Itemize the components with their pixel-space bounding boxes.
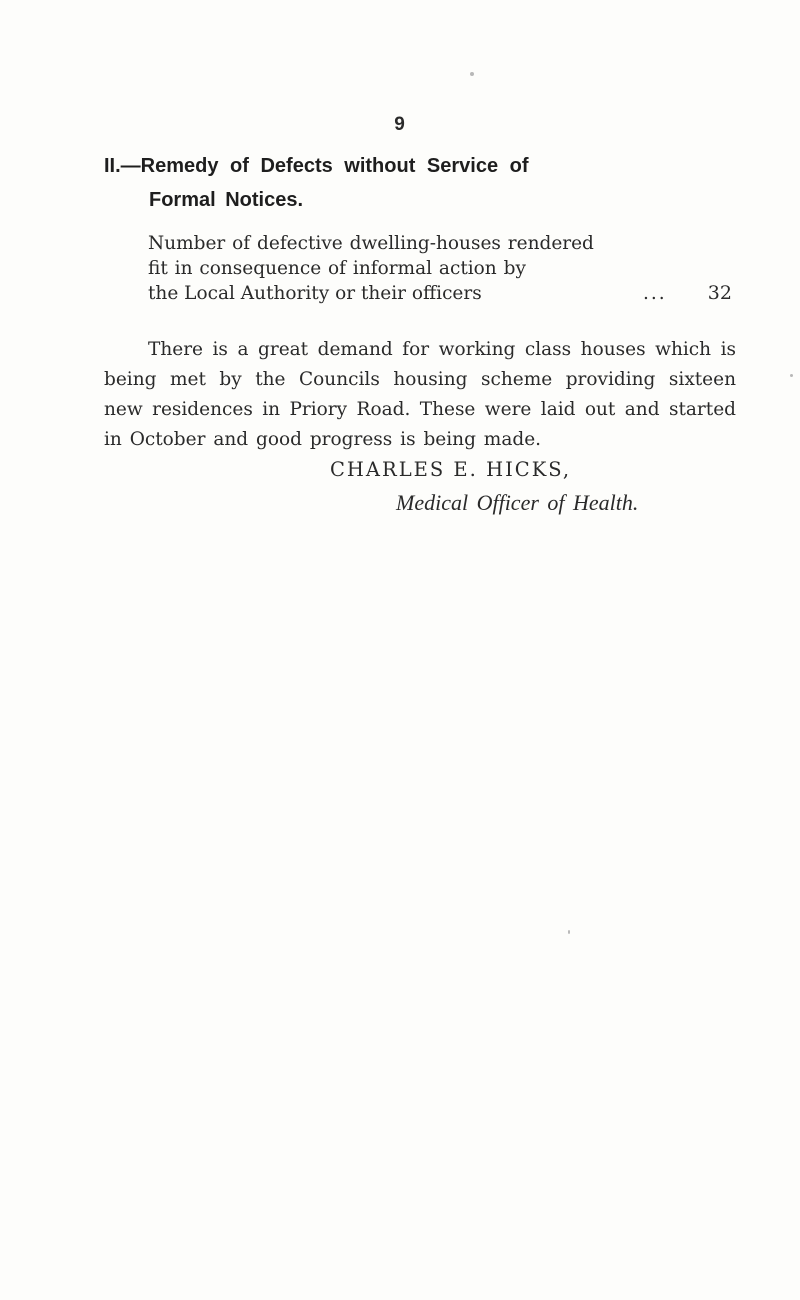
paper-speck [568, 930, 570, 934]
section-heading-line-1: II.—Remedy of Defects without Service of [104, 155, 529, 177]
paper-speck [790, 374, 793, 377]
page-number: 9 [394, 114, 406, 135]
statistic-value: 32 [707, 282, 732, 304]
statistic-last-line [148, 281, 732, 306]
body-paragraph: There is a great demand for working class houses which is being met by the Councils housing scheme providing sixteen new residences in Priory Road. These were laid out and started in October and good progress is being made. [104, 339, 736, 450]
statistic-description-line-3: the Local Authority or their officers [148, 283, 482, 304]
signature-title: Medical Officer of Health. [396, 490, 639, 515]
statistic-description-line-2: fit in consequence of informal action by [148, 258, 526, 279]
paper-speck [470, 72, 474, 76]
signature-name: CHARLES E. HICKS, [330, 458, 572, 481]
statistic-leader-dots: ... [642, 283, 667, 304]
section-heading [104, 149, 664, 217]
section-heading-line-2: Formal Notices. [149, 189, 304, 211]
statistic-entry [148, 231, 738, 306]
statistic-description-line-1: Number of defective dwelling-houses rendered [148, 233, 594, 254]
